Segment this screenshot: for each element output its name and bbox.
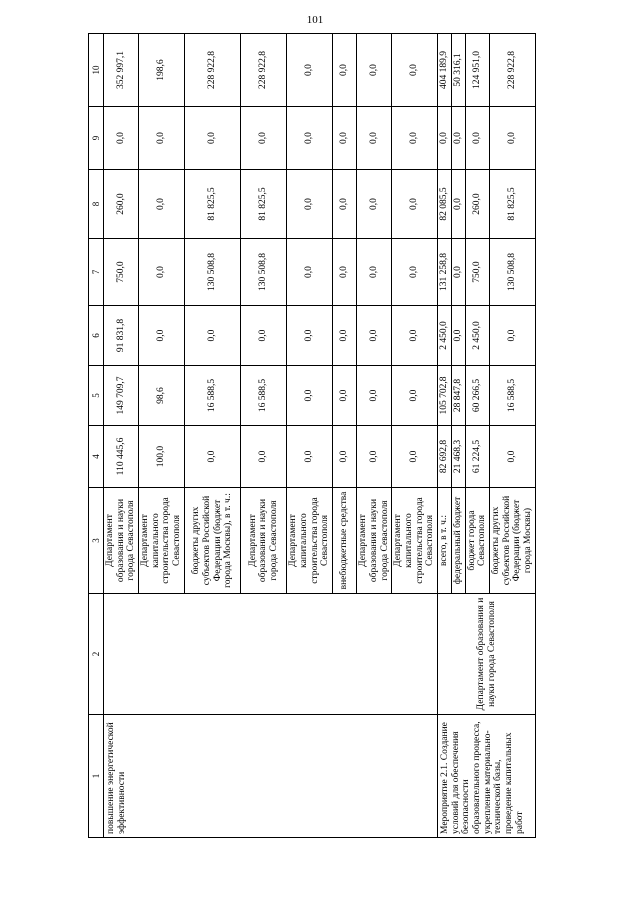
source-cell: Департамент капитального строительства города Севастополя [392,488,438,594]
page-number: 101 [306,14,324,26]
source-cell: бюджеты других субъектов Российской Федерации (бюджет города Москвы), в т. ч.: [185,488,241,594]
value-cell: 0,0 [489,426,535,488]
rotated-table-wrapper [88,34,536,838]
header-row [89,34,104,838]
value-cell: 0,0 [333,306,357,366]
value-cell: 0,0 [357,306,392,366]
value-cell: 0,0 [241,426,287,488]
table-row [104,34,139,838]
value-cell: 0,0 [287,306,333,366]
header-cell: 1 [89,715,104,838]
source-cell: Департамент капитального строительства города Севастополя [138,488,184,594]
value-cell: 0,0 [138,107,184,170]
value-cell: 0,0 [392,239,438,306]
value-cell: 0,0 [333,239,357,306]
value-cell: 0,0 [138,170,184,239]
value-cell: 750,0 [104,239,139,306]
value-cell: 16 588,5 [489,366,535,426]
value-cell: 0,0 [333,170,357,239]
value-cell: 82 692,8 [438,426,452,488]
value-cell: 61 224,5 [465,426,489,488]
value-cell: 2 450,0 [465,306,489,366]
value-cell: 0,0 [392,34,438,107]
value-cell: 0,0 [333,107,357,170]
value-cell: 228 922,8 [489,34,535,107]
executor-cell: Департамент образования и науки города Севастополя [438,594,536,715]
header-cell: 9 [89,107,104,170]
value-cell: 0,0 [104,107,139,170]
value-cell: 130 508,8 [241,239,287,306]
value-cell: 0,0 [392,366,438,426]
source-cell: бюджет города Севастополя [465,488,489,594]
value-cell: 0,0 [287,366,333,426]
value-cell: 0,0 [287,170,333,239]
source-cell: федеральный бюджет [451,488,465,594]
value-cell: 28 847,8 [451,366,465,426]
value-cell: 0,0 [185,426,241,488]
header-cell: 8 [89,170,104,239]
value-cell: 0,0 [392,107,438,170]
header-cell: 3 [89,488,104,594]
value-cell: 0,0 [451,170,465,239]
value-cell: 131 258,8 [438,239,452,306]
value-cell: 124 951,0 [465,34,489,107]
value-cell: 21 468,3 [451,426,465,488]
value-cell: 98,6 [138,366,184,426]
value-cell: 82 085,5 [438,170,452,239]
value-cell: 0,0 [138,239,184,306]
value-cell: 81 825,5 [241,170,287,239]
value-cell: 81 825,5 [185,170,241,239]
value-cell: 750,0 [465,239,489,306]
value-cell: 0,0 [465,107,489,170]
value-cell: 0,0 [357,34,392,107]
value-cell: 0,0 [392,426,438,488]
value-cell: 0,0 [357,366,392,426]
value-cell: 228 922,8 [185,34,241,107]
value-cell: 0,0 [392,170,438,239]
value-cell: 100,0 [138,426,184,488]
value-cell: 0,0 [438,107,452,170]
value-cell: 0,0 [333,426,357,488]
header-cell: 6 [89,306,104,366]
value-cell: 0,0 [489,107,535,170]
source-cell: Департамент образования и науки города Севастополя [104,488,139,594]
value-cell: 60 266,5 [465,366,489,426]
value-cell: 260,0 [104,170,139,239]
value-cell: 0,0 [392,306,438,366]
header-cell: 10 [89,34,104,107]
value-cell: 0,0 [185,306,241,366]
value-cell: 149 709,7 [104,366,139,426]
value-cell: 260,0 [465,170,489,239]
value-cell: 404 189,9 [438,34,452,107]
value-cell: 0,0 [357,426,392,488]
value-cell: 352 997,1 [104,34,139,107]
source-cell: внебюджетные средства [333,488,357,594]
value-cell: 110 445,6 [104,426,139,488]
value-cell: 0,0 [287,239,333,306]
value-cell: 0,0 [185,107,241,170]
source-cell: Департамент капитального строительства города Севастополя [287,488,333,594]
table-row [438,34,452,838]
value-cell: 0,0 [287,34,333,107]
value-cell: 0,0 [287,107,333,170]
value-cell: 0,0 [333,34,357,107]
activity-cell: Мероприятие 2.1. Создание условий для обеспечения безопасности образовательного процесса, укрепление материально-технической базы, проведение капитальных работ [438,715,536,838]
value-cell: 0,0 [489,306,535,366]
budget-table [88,33,536,838]
source-cell: всего, в т. ч.: [438,488,452,594]
value-cell: 0,0 [138,306,184,366]
value-cell: 2 450,0 [438,306,452,366]
header-cell: 4 [89,426,104,488]
value-cell: 0,0 [357,239,392,306]
value-cell: 91 831,8 [104,306,139,366]
value-cell: 228 922,8 [241,34,287,107]
value-cell: 130 508,8 [489,239,535,306]
value-cell: 50 316,1 [451,34,465,107]
value-cell: 0,0 [287,426,333,488]
executor-cell [104,594,438,715]
value-cell: 16 588,5 [185,366,241,426]
value-cell: 0,0 [333,366,357,426]
source-cell: Департамент образования и науки города Севастополя [241,488,287,594]
value-cell: 0,0 [357,170,392,239]
value-cell: 0,0 [241,306,287,366]
value-cell: 130 508,8 [185,239,241,306]
header-cell: 5 [89,366,104,426]
source-cell: бюджеты других субъектов Российской Федерации (бюджет города Москвы) [489,488,535,594]
value-cell: 0,0 [241,107,287,170]
activity-cell: повышение энергетической эффективности [104,715,438,838]
value-cell: 16 588,5 [241,366,287,426]
value-cell: 105 702,8 [438,366,452,426]
header-cell: 2 [89,594,104,715]
header-cell: 7 [89,239,104,306]
value-cell: 0,0 [451,306,465,366]
value-cell: 0,0 [451,239,465,306]
value-cell: 198,6 [138,34,184,107]
value-cell: 0,0 [357,107,392,170]
source-cell: Департамент образования и науки города Севастополя [357,488,392,594]
value-cell: 81 825,5 [489,170,535,239]
value-cell: 0,0 [451,107,465,170]
